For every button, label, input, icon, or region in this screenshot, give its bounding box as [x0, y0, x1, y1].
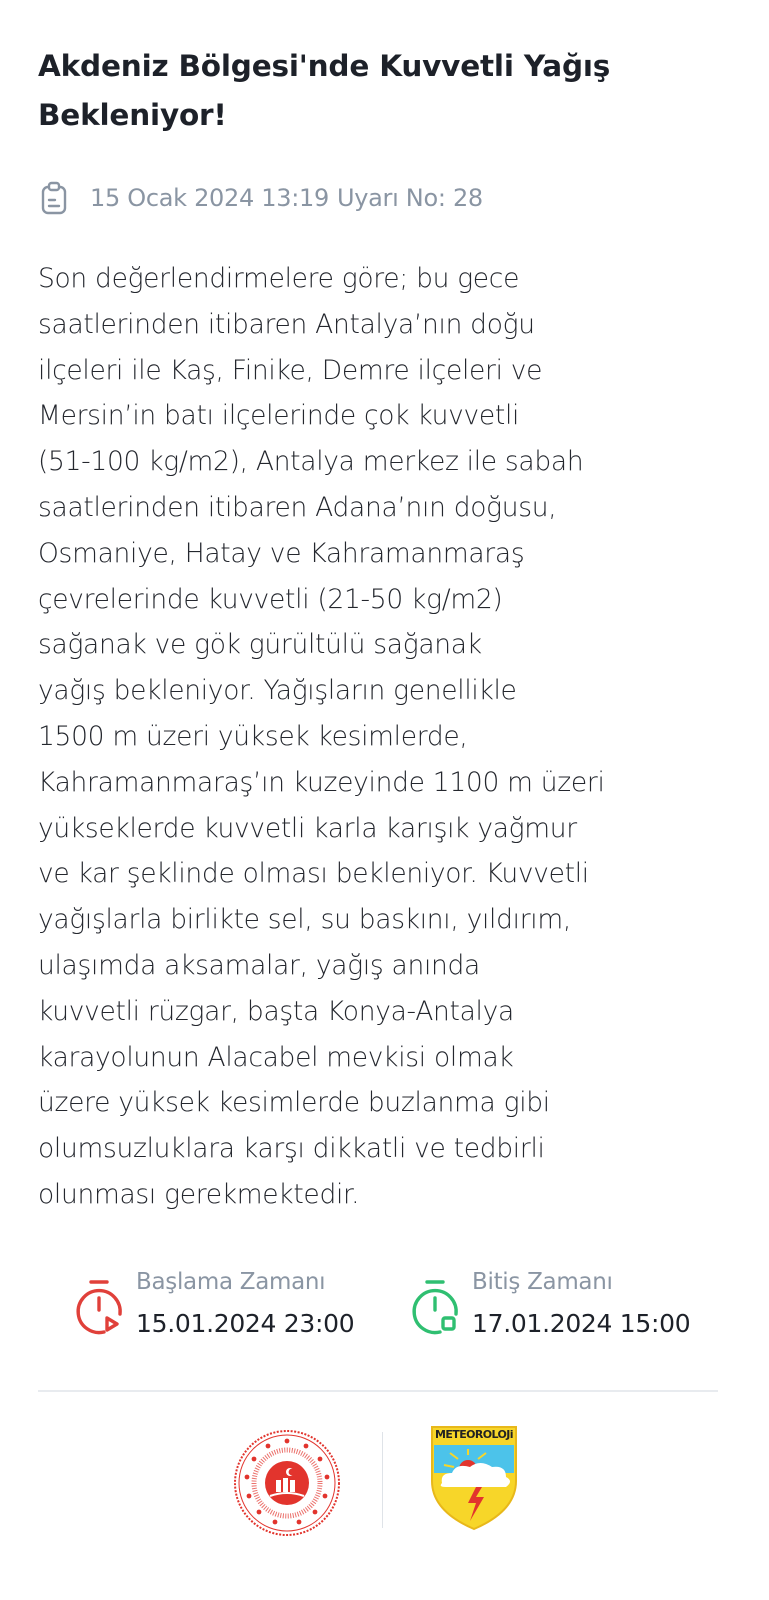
end-time-value: 17.01.2024 15:00 [472, 1309, 691, 1338]
body-line: sağanak ve gök gürültülü sağanak [38, 629, 482, 661]
alert-title-line: Bekleniyor! [38, 98, 227, 132]
start-time-value: 15.01.2024 23:00 [136, 1309, 355, 1338]
alert-warning-number: Uyarı No: 28 [336, 184, 483, 212]
body-line: ilçeleri ile Kaş, Finike, Demre ilçeleri ve [38, 354, 543, 386]
stopwatch-stop-icon [410, 1274, 460, 1338]
alert-title [38, 42, 738, 140]
body-line: saatlerinden itibaren Antalya’nın doğu [38, 308, 535, 340]
start-time [74, 1262, 354, 1346]
end-time-label: Bitiş Zamanı [472, 1269, 613, 1295]
ministry-seal-logo [232, 1428, 342, 1538]
body-line: yükseklerde kuvvetli karla karışık yağmur [38, 812, 577, 844]
stopwatch-play-icon [74, 1274, 124, 1338]
body-line: Osmaniye, Hatay ve Kahramanmaraş [38, 537, 525, 569]
body-line: Son değerlendirmelere göre; bu gece [38, 263, 520, 294]
body-line: çevrelerinde kuvvetli (21-50 kg/m2) [38, 583, 503, 615]
end-time [410, 1262, 690, 1346]
logo-separator [382, 1432, 383, 1528]
alert-date: 15 Ocak 2024 13:19 [90, 184, 329, 212]
body-line: karayolunun Alacabel mevkisi olmak [38, 1041, 514, 1073]
alert-meta [40, 181, 483, 215]
body-line: 1500 m üzeri yüksek kesimlerde, [38, 720, 468, 752]
footer-logos [0, 1420, 769, 1540]
body-line: yağış bekleniyor. Yağışların genellikle [38, 675, 517, 707]
divider [38, 1390, 718, 1392]
alert-body [38, 256, 738, 1218]
body-line: ulaşımda aksamalar, yağış anında [38, 949, 480, 981]
body-line: saatlerinden itibaren Adana’nın doğusu, [38, 491, 557, 523]
body-line: üzere yüksek kesimlerde buzlanma gibi [38, 1087, 550, 1119]
body-line: (51-100 kg/m2), Antalya merkez ile sabah [38, 446, 584, 478]
clipboard-icon [40, 181, 70, 215]
body-line: yağışlarla birlikte sel, su baskını, yıldırım, [38, 904, 571, 936]
body-line: Mersin’in batı ilçelerinde çok kuvvetli [38, 400, 520, 432]
body-line: ve kar şeklinde olması bekleniyor. Kuvvetli [38, 858, 589, 890]
body-line: kuvvetli rüzgar, başta Konya-Antalya [38, 995, 514, 1027]
body-line: Kahramanmaraş’ın kuzeyinde 1100 m üzeri [38, 766, 605, 798]
body-line: olumsuzluklara karşı dikkatli ve tedbirli [38, 1133, 545, 1165]
start-time-label: Başlama Zamanı [136, 1269, 326, 1295]
body-line: olunması gerekmektedir. [38, 1178, 360, 1210]
alert-title-line: Akdeniz Bölgesi'nde Kuvvetli Yağış [38, 49, 611, 83]
meteoroloji-logo-text: METEOROLOJi [435, 1428, 513, 1441]
alert-time-range [0, 1262, 769, 1352]
meteoroloji-shield-logo [430, 1425, 518, 1531]
